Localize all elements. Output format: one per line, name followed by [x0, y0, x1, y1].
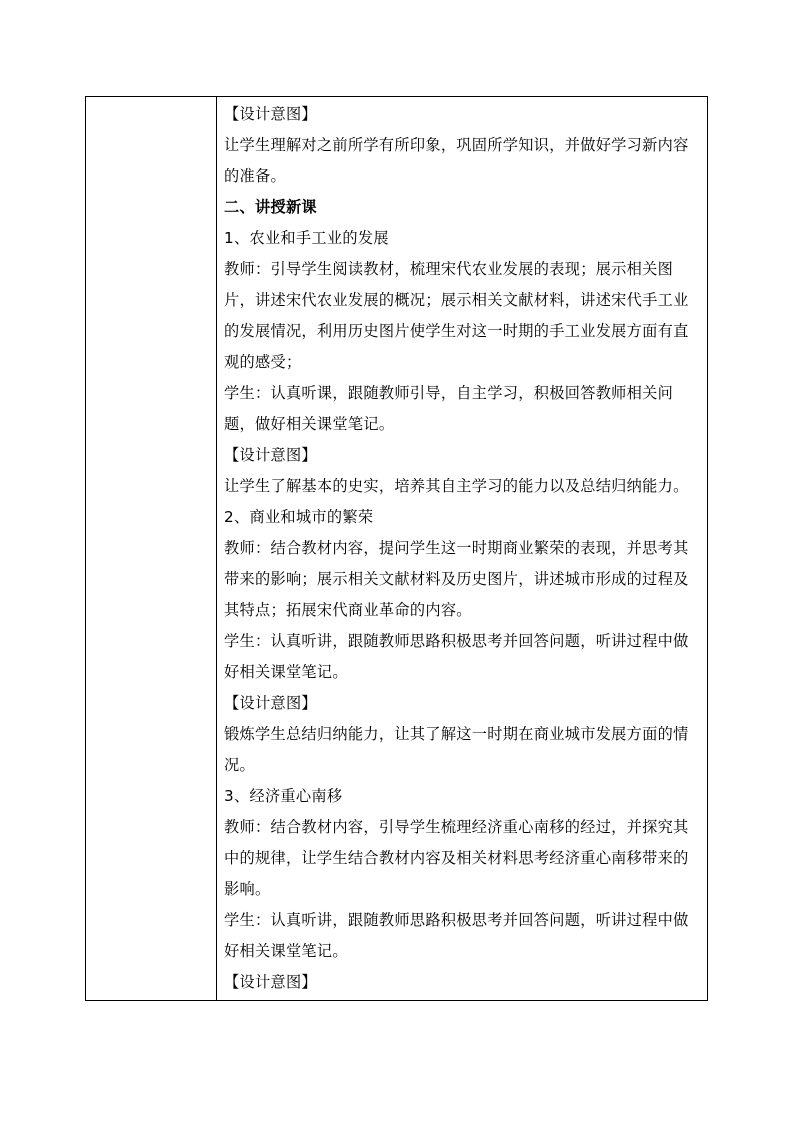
student-activity: 学生：认真听讲，跟随教师思路积极思考并回答问题，听讲过程中做好相关课堂笔记。 — [224, 911, 689, 960]
table-right-cell — [217, 97, 707, 1000]
subsection-title: 3、经济重心南移 — [224, 787, 343, 805]
design-intent-label: 【设计意图】 — [224, 973, 317, 991]
teacher-activity: 教师：引导学生阅读教材，梳理宋代农业发展的表现；展示相关图片，讲述宋代农业发展的概况；展示相关文献材料，讲述宋代手工业的发展情况，利用历史图片使学生对这一时期的手工业发展方面有直观的感受； — [224, 260, 689, 371]
design-intent-label: 【设计意图】 — [224, 105, 317, 123]
student-activity: 学生：认真听课，跟随教师引导，自主学习，积极回答教师相关问题，做好相关课堂笔记。 — [224, 384, 674, 433]
teacher-activity: 教师：结合教材内容，提问学生这一时期商业繁荣的表现，并思考其带来的影响；展示相关文献材料及历史图片，讲述城市形成的过程及其特点；拓展宋代商业革命的内容。 — [224, 539, 689, 619]
design-intent-label: 【设计意图】 — [224, 694, 317, 712]
section-heading: 二、讲授新课 — [224, 198, 317, 216]
design-intent-text: 锻炼学生总结归纳能力，让其了解这一时期在商业城市发展方面的情况。 — [224, 725, 689, 774]
student-activity: 学生：认真听讲，跟随教师思路积极思考并回答问题，听讲过程中做好相关课堂笔记。 — [224, 632, 689, 681]
design-intent-label: 【设计意图】 — [224, 446, 317, 464]
subsection-title: 1、农业和手工业的发展 — [224, 229, 389, 247]
table-left-cell — [86, 97, 217, 1000]
design-intent-text: 让学生了解基本的史实，培养其自主学习的能力以及总结归纳能力。 — [224, 477, 689, 495]
subsection-title: 2、商业和城市的繁荣 — [224, 508, 374, 526]
lesson-plan-table — [85, 96, 708, 1001]
design-intent-text: 让学生理解对之前所学有所印象，巩固所学知识，并做好学习新内容的准备。 — [224, 136, 689, 185]
teacher-activity: 教师：结合教材内容，引导学生梳理经济重心南移的经过，并探究其中的规律，让学生结合教材内容及相关材料思考经济重心南移带来的影响。 — [224, 818, 689, 898]
